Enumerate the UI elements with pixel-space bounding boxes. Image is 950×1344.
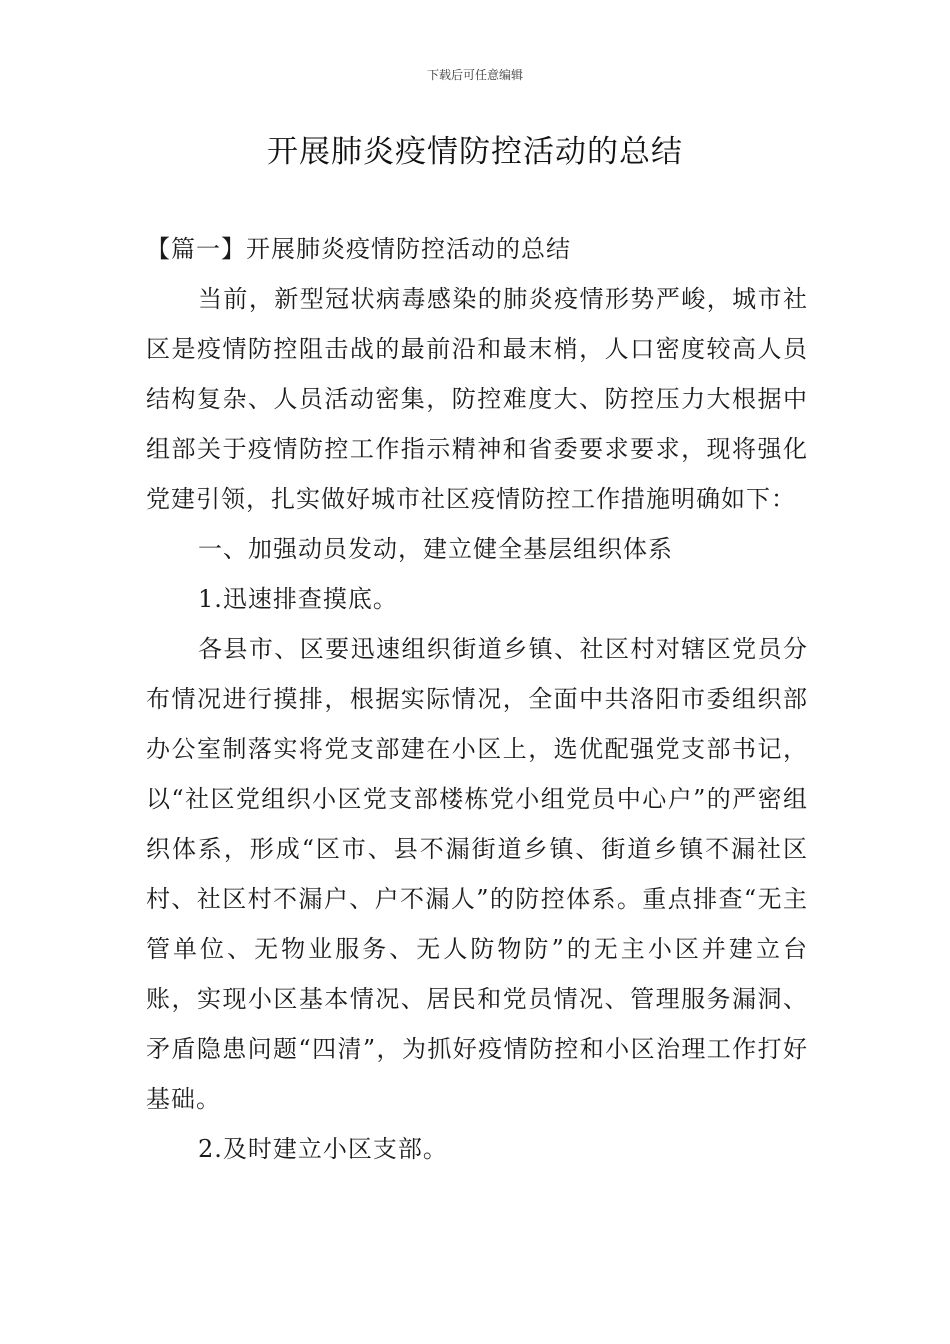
section-heading: 【篇一】开展肺炎疫情防控活动的总结: [146, 235, 571, 263]
paragraph-sub-1: 1.迅速排查摸底。: [198, 585, 398, 613]
paragraph-sub-2: 2.及时建立小区支部。: [198, 1135, 448, 1163]
document-title: 开展肺炎疫情防控活动的总结: [267, 134, 683, 170]
paragraph-sub-1-body: 各县市、区要迅速组织街道乡镇、社区村对辖区党员分布情况进行摸排，根据实际情况，全面中共洛阳市委组织部办公室制落实将党支部建在小区上，选优配强党支部书记，以“社区党组织小区党支部楼栋党小组党员中心户”的严密组织体系，形成“区市、县不漏街道乡镇、街道乡镇不漏社区村、社区村不漏户、户不漏人”的防控体系。重点排查“无主管单位、无物业服务、无人防物防”的无主小区并建立台账，实现小区基本情况、居民和党员情况、管理服务漏洞、矛盾隐患问题“四清”，为抓好疫情防控和小区治理工作打好基础。: [146, 635, 808, 1113]
header-note: 下载后可任意编辑: [426, 68, 523, 82]
document-body: [146, 224, 808, 1174]
paragraph-intro: 当前，新型冠状病毒感染的肺炎疫情形势严峻，城市社区是疫情防控阻击战的最前沿和最末梢，人口密度较高人员结构复杂、人员活动密集，防控难度大、防控压力大根据中组部关于疫情防控工作指示精神和省委要求要求，现将强化党建引领，扎实做好城市社区疫情防控工作措施明确如下：: [146, 285, 808, 513]
paragraph-point-1: 一、加强动员发动，建立健全基层组织体系: [198, 535, 673, 563]
